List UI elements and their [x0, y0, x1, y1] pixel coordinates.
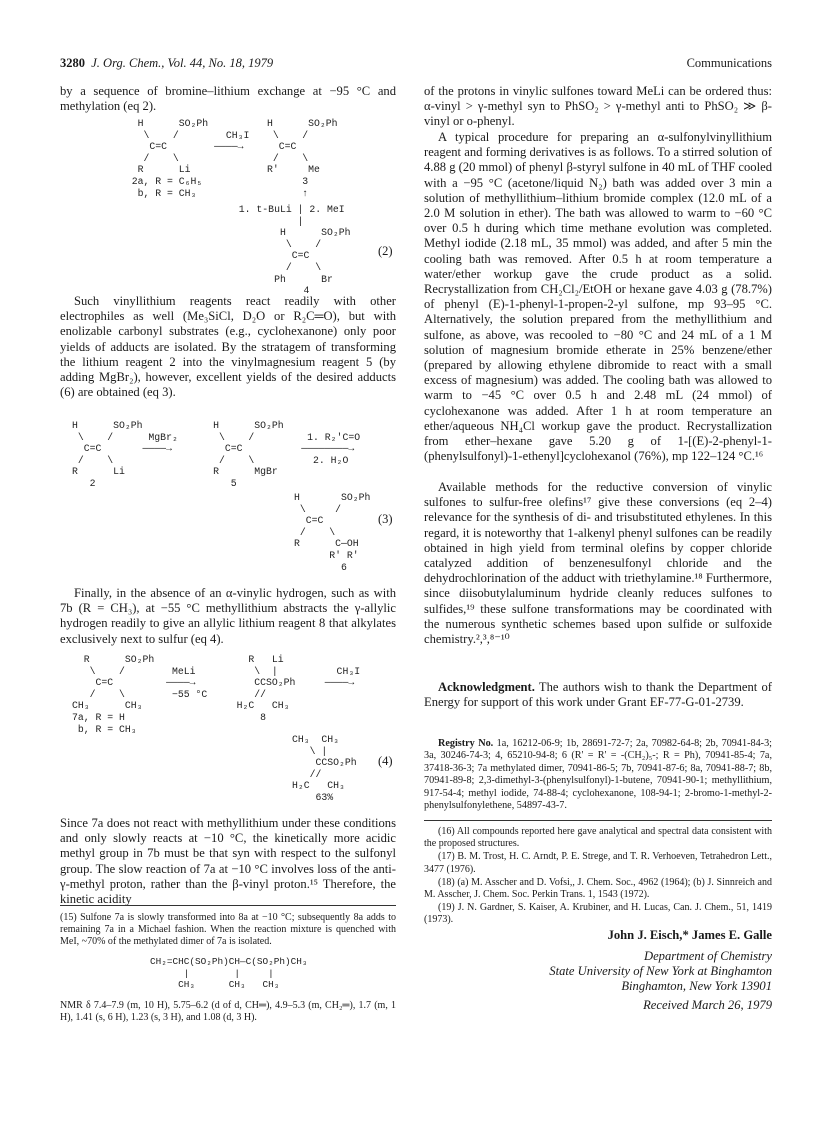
scheme-eq4-bottom: CH₃ CH₃ \ | CCSO₂Ph // H₂C CH₃ 63%	[292, 734, 357, 803]
registry-numbers	[424, 738, 772, 812]
scheme-eq4-top: R SO₂Ph R Li \ / MeLi \ | CH₃I C=C ————→ CCSO₂Ph ————→ / \ −55 °C // CH₃ CH₃ H₂C CH₃ 7a, R = H 8 b, R = CH₃	[72, 654, 361, 735]
left-paragraph-4: Since 7a does not react with methyllithium under these conditions and only slowly reacts at −10 °C, the kinetically more acidic methyl group in 7b must be that syn with respect to the sulfonyl group. The slow reaction of 7a at −10 °C involves loss of the anti-γ-methyl proton, rather than the β-vinyl proton.¹⁵ Therefore, the kinetic acidity	[60, 816, 396, 907]
running-head	[60, 56, 273, 71]
scheme-eq3-bottom: H SO₂Ph \ / C=C / \ R C—OH R' R' 6	[294, 492, 371, 573]
section-name: Communications	[686, 56, 772, 70]
right-paragraph-1: of the protons in vinylic sulfones toward MeLi can be ordered thus: α-vinyl > γ-methyl syn to PhSO₂ > γ-methyl anti to PhSO₂ ≫ β-vinyl or o-phenyl.	[424, 84, 772, 129]
author-signature	[549, 928, 772, 1013]
university: State University of New York at Binghamton	[549, 964, 772, 978]
footnote-divider-right	[424, 820, 772, 821]
left-paragraph-3: Finally, in the absence of an α-vinylic hydrogen, such as with 7b (R = CH₃), at −55 °C methyllithium abstracts the γ-allylic hydrogen readily to give an allylic lithium reagent 8 that alkylates exclusively next to sulfur (eq 4).	[60, 586, 396, 646]
footnote-19: (19) J. N. Gardner, S. Kaiser, A. Krubiner, and H. Lucas, Can. J. Chem., 51, 1419 (1973).	[424, 902, 772, 926]
registry-label: Registry No.	[438, 738, 494, 749]
journal-citation: J. Org. Chem., Vol. 44, No. 18, 1979	[91, 56, 274, 70]
acknowledgment-label: Acknowledgment.	[438, 680, 535, 694]
footnote-15: (15) Sulfone 7a is slowly transformed into 8a at −10 °C; subsequently 8a adds to remaining 7a in a Michael fashion. When the reaction mixture is quenched with MeI, ~70% of the methylated dimer of 7a is isolated.	[60, 912, 396, 948]
scheme-eq2-bottom: 1. t-BuLi | 2. MeI | H SO₂Ph \ / C=C / \ Ph Br 4	[238, 204, 351, 297]
equation-number-2: (2)	[378, 244, 393, 258]
footnote-17: (17) B. M. Trost, H. C. Arndt, P. E. Strege, and T. R. Verhoeven, Tetrahedron Lett., 3477 (1976).	[424, 851, 772, 875]
department: Department of Chemistry	[643, 949, 772, 963]
equation-number-4: (4)	[378, 754, 393, 768]
footnote-divider-left	[60, 905, 396, 906]
footnotes-right	[424, 826, 772, 928]
equation-number-3: (3)	[378, 512, 393, 526]
right-paragraph-3: Available methods for the reductive conversion of vinylic sulfones to sulfur-free olefins¹⁷ give these conversions (eq 2–4) relevance for the synthesis of di- and trisubstituted ethylenes. In this regard, it is noteworthy that 1-alkenyl phenyl sulfones can be readily obtained in high yield from terminal olefins by copper chloride catalyzed addition of benzenesulfonyl chloride and the dehydrochlorination of the adduct with triethylamine.¹⁸ Furthermore, since diisobutylaluminum hydride cleanly reduces sulfones to sulfides,¹⁹ these sulfone transformations may be coordinated with the numerous synthetic schemes based upon sulfide or sulfoxide chemistry.²,³,⁸⁻¹⁰	[424, 480, 772, 647]
footnote-16: (16) All compounds reported here gave analytical and spectral data consistent with the proposed structures.	[424, 826, 772, 850]
left-paragraph-1: by a sequence of bromine–lithium exchange at −95 °C and methylation (eq 2).	[60, 84, 396, 114]
city: Binghamton, New York 13901	[621, 979, 772, 993]
footnote-18: (18) (a) M. Asscher and D. Vofsi,, J. Chem. Soc., 4962 (1964); (b) J. Sinnreich and M. Asscher, J. Chem. Soc. Perkin Trans. 1, 1543 (1972).	[424, 876, 772, 901]
page-number: 3280	[60, 56, 85, 70]
right-paragraph-procedure: A typical procedure for preparing an α-sulfonylvinyllithium reagent and forming derivatives is as follows. To a stirred solution of 4.88 g (20 mmol) of phenyl β-styryl sulfone in 40 mL of THF cooled with a −95 °C (acetone/liquid N₂) bath was added over 3 min a solution of methyllithium–lithium bromide complex (12.0 mL of a 2.0 M solution in ether). The bath was allowed to warm to −60 °C over 0.5 h during which time methane evolution was completed. Methyl iodide (2.18 mL, 35 mmol) was added, and after 5 min the cooling bath was removed. After 0.5 h at room temperature a water/ether workup gave the crude product as a solid. Recrystallization from CH₂Cl₂/EtOH or hexane gave 4.03 g (78.7%) of phenyl (E)-1-phenyl-1-propen-2-yl sulfone, mp 93–95 °C. Alternatively, the solution prepared from the methyllithium and sulfone, as above, was recooled to −80 °C and 24 mL of a 1 M solution of magnesium bromide etherate in 25% benzene/ether (prepared by allowing ethylene dibromide to react with a small excess of magnesium) was added. The cooling bath was allowed to warm to −45 °C over 0.5 h and 2.48 mL (24 mmol) of cyclohexanone was added. After 1 h at room temperature an ether/aqueous NH₄Cl workup gave the product. Recrystallization from ether–hexane gave 5.20 g of 1-[(E)-2-phenyl-1-(phenylsulfonyl)-1-ethenyl]cyclohexanol (76%), mp 122–124 °C.¹⁶	[424, 130, 772, 464]
author-names: John J. Eisch,* James E. Galle	[607, 928, 772, 942]
acknowledgment	[424, 680, 772, 710]
page-header	[60, 56, 772, 76]
scheme-eq2-top: H SO₂Ph H SO₂Ph \ / CH₃I \ / C=C ————→ C=C / \ / \ R Li R' Me 2a, R = C₆H₅ 3 b, R = CH₃ ↑	[131, 118, 338, 199]
acknowledgment-text: The authors wish to thank the Department of Energy for support of this work under Grant EF-77-G-01-2739.	[424, 680, 772, 710]
registry-text: 1a, 16212-06-9; 1b, 28691-72-7; 2a, 70982-64-8; 2b, 70941-84-3; 3a, 30246-74-3; 4, 65210-94-8; 6 (R' = R' = -(CH₂)₅-; R = Ph), 70941-85-4; 7a, 37418-36-3; 7a methylated dimer, 70941-86-5; 7b, 70941-87-6; 8a, 70941-88-7; 8b, 70941-89-8; 2,3-dimethyl-3-(phenylsulfonyl)-1-butene, 70941-90-1; methyllithium, 917-54-4; methyl iodide, 74-88-4; cyclohexanone, 108-94-1; 2-bromo-1-methyl-2-phenylsulfonylethene, 54897-43-7.	[424, 738, 772, 812]
scheme-eq3-top: H SO₂Ph H SO₂Ph \ / MgBr₂ \ / 1. R₂'C=O C=C ————→ C=C ————————→ / \ / \ 2. H₂O R Li R MgBr 2 5	[72, 420, 361, 489]
footnote-15-nmr: NMR δ 7.4–7.9 (m, 10 H), 5.75–6.2 (d of d, CH═), 4.9–5.3 (m, CH₂═), 1.7 (m, 1 H), 1.41 (s, 6 H), 1.23 (s, 3 H), and 1.08 (d, 3 H).	[60, 1000, 396, 1024]
received-date: Received March 26, 1979	[643, 998, 772, 1012]
left-paragraph-2: Such vinyllithium reagents react readily with other electrophiles as well (Me₃SiCl, D₂O or R₂C═O), but with enolizable carbonyl substrates (e.g., cyclohexanone) only poor yields of adducts are isolated. By the stratagem of transforming the lithium reagent 2 into the vinylmagnesium reagent 5 (by adding MgBr₂), however, excellent yields of the desired adducts (6) are obtained (eq 3).	[60, 294, 396, 400]
footnote-15-formula: CH₂=CHC(SO₂Ph)CH—C(SO₂Ph)CH₃ | | | CH₃ CH₃ CH₃	[150, 956, 308, 991]
